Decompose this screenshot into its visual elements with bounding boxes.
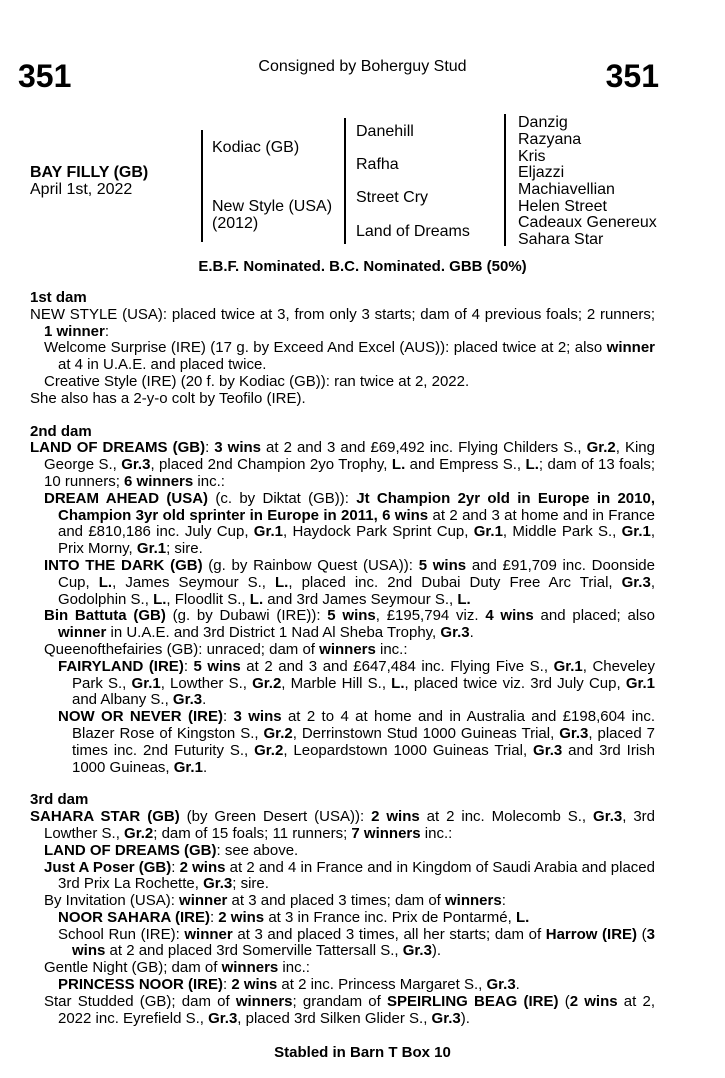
produce-fairyland: FAIRYLAND (IRE): 5 wins at 2 and 3 and £647,484 inc. Flying Five S., Gr.1, Cheveley Park S., Gr.1, Lowther S., Gr.2, Marble Hill S., L., placed twice viz. 3rd July Cup, Gr.1 and Albany S., Gr.3. (58, 657, 655, 709)
produce-school-run: School Run (IRE): winner at 3 and placed 3 times, all her starts; dam of Harrow (IRE) (3 wins at 2 and placed 3rd Somerville Tattersall S., Gr.3). (58, 925, 655, 960)
produce-just-a-poser: Just A Poser (GB): 2 wins at 2 and 4 in France and in Kingdom of Saudi Arabia and placed 3rd Prix La Rochette, Gr.3; sire. (44, 858, 655, 893)
produce-star-studded: Star Studded (GB); dam of winners; grandam of SPEIRLING BEAG (IRE) (2 wins at 2, 2022 inc. Eyrefield S., Gr.3, placed 3rd Silken Glider S., Gr.3). (44, 992, 655, 1027)
third-dam-paragraph: SAHARA STAR (GB) (by Green Desert (USA)): 2 wins at 2 inc. Molecomb S., Gr.3, 3rd Lowther S., Gr.2; dam of 15 foals; 11 runners; 7 winners inc.: (30, 808, 656, 842)
foaling-date: April 1st, 2022 (30, 181, 133, 198)
dam-dam: Land of Dreams (356, 223, 470, 240)
produce-3: She also has a 2-y-o colt by Teofilo (IRE). (30, 389, 306, 407)
gen3-3: Kris (518, 148, 546, 165)
produce-queenofthefairies: Queenofthefairies (GB): unraced; dam of winners inc.: (44, 640, 408, 658)
gen3-6: Helen Street (518, 198, 607, 215)
gen3-2: Razyana (518, 131, 582, 148)
gen3-5: Machiavellian (518, 181, 615, 198)
section-2nd-dam: 2nd dam (30, 422, 92, 440)
dam: New Style (USA) (212, 198, 333, 215)
nominations: E.B.F. Nominated. B.C. Nominated. GBB (50%) (198, 258, 527, 275)
produce-into-the-dark: INTO THE DARK (GB) (g. by Rainbow Quest (USA)): 5 wins and £91,709 inc. Doonside Cup, L., James Seymour S., L., placed inc. 2nd Dubai Duty Free Arc Trial, Gr.3, Godolphin S., L., Floodlit S., L. and 3rd James Seymour S., L. (44, 556, 655, 608)
gen3-4: Eljazzi (518, 164, 565, 181)
horse-description: BAY FILLY (GB) (30, 164, 149, 181)
produce-2: Creative Style (IRE) (20 f. by Kodiac (GB)): ran twice at 2, 2022. (44, 372, 470, 390)
sire: Kodiac (GB) (212, 139, 300, 156)
pedigree-divider-1 (201, 130, 203, 242)
produce-princess-noor: PRINCESS NOOR (IRE): 2 wins at 2 inc. Princess Margaret S., Gr.3. (58, 976, 520, 994)
produce-bin-battuta: Bin Battuta (GB) (g. by Dubawi (IRE)): 5 wins, £195,794 viz. 4 wins and placed; also winner in U.A.E. and 3rd District 1 Nad Al Sheba Trophy, Gr.3. (44, 607, 656, 642)
stabling-info: Stabled in Barn T Box 10 (274, 1044, 451, 1061)
dam-year: (2012) (212, 215, 259, 232)
lot-number-right: 351 (605, 58, 659, 94)
second-dam-paragraph: LAND OF DREAMS (GB): 3 wins at 2 and 3 and £69,492 inc. Flying Childers S., Gr.2, King George S., Gr.3, placed 2nd Champion 2yo Trophy, L. and Empress S., L.; dam of 13 foals; 10 runners; 6 winners inc.: (30, 439, 655, 490)
gen3-7: Cadeaux Genereux (518, 214, 657, 231)
gen3-8: Sahara Star (518, 231, 604, 248)
section-3rd-dam: 3rd dam (30, 791, 89, 809)
pedigree-divider-3 (504, 114, 506, 246)
produce-dream-ahead: DREAM AHEAD (USA) (c. by Diktat (GB)): Jt Champion 2yr old in Europe in 2010, Champion 3yr old sprinter in Europe in 2011, 6 wins at 2 and 3 at home and in France and £810,186 inc. July Cup, Gr.1, Haydock Park Sprint Cup, Gr.1, Middle Park S., Gr.1, Prix Morny, Gr.1; sire. (44, 489, 655, 558)
consignor: Consigned by Boherguy Stud (258, 58, 467, 75)
sire-sire: Danehill (356, 123, 414, 140)
produce-1: Welcome Surprise (IRE) (17 g. by Exceed And Excel (AUS)): placed twice at 2; also winner at 4 in U.A.E. and placed twice. (44, 339, 655, 374)
dam-sire: Street Cry (356, 189, 429, 206)
produce-noor-sahara: NOOR SAHARA (IRE): 2 wins at 3 in France inc. Prix de Pontarmé, L. (58, 908, 530, 926)
produce-now-or-never: NOW OR NEVER (IRE): 3 wins at 2 to 4 at home and in Australia and £198,604 inc. Blazer Rose of Kingston S., Gr.2, Derrinstown Stud 1000 Guineas Trial, Gr.3, placed 7 times inc. 2nd Futurity S., Gr.2, Leopardstown 1000 Guineas Trial, Gr.3 and 3rd Irish 1000 Guineas, Gr.1. (58, 708, 656, 776)
section-1st-dam: 1st dam (30, 289, 87, 306)
pedigree-divider-2 (344, 118, 346, 244)
lot-number-left: 351 (18, 58, 72, 94)
gen3-1: Danzig (518, 114, 568, 131)
catalogue-body (30, 290, 655, 1027)
produce-by-invitation: By Invitation (USA): winner at 3 and placed 3 times; dam of winners: (44, 892, 506, 910)
dam-paragraph: NEW STYLE (USA): placed twice at 3, from only 3 starts; dam of 4 previous foals; 2 runners; 1 winner: (30, 305, 655, 340)
produce-gentle-night: Gentle Night (GB); dam of winners inc.: (44, 959, 310, 977)
produce-land-of-dreams: LAND OF DREAMS (GB): see above. (44, 841, 299, 859)
sire-dam: Rafha (356, 156, 399, 173)
